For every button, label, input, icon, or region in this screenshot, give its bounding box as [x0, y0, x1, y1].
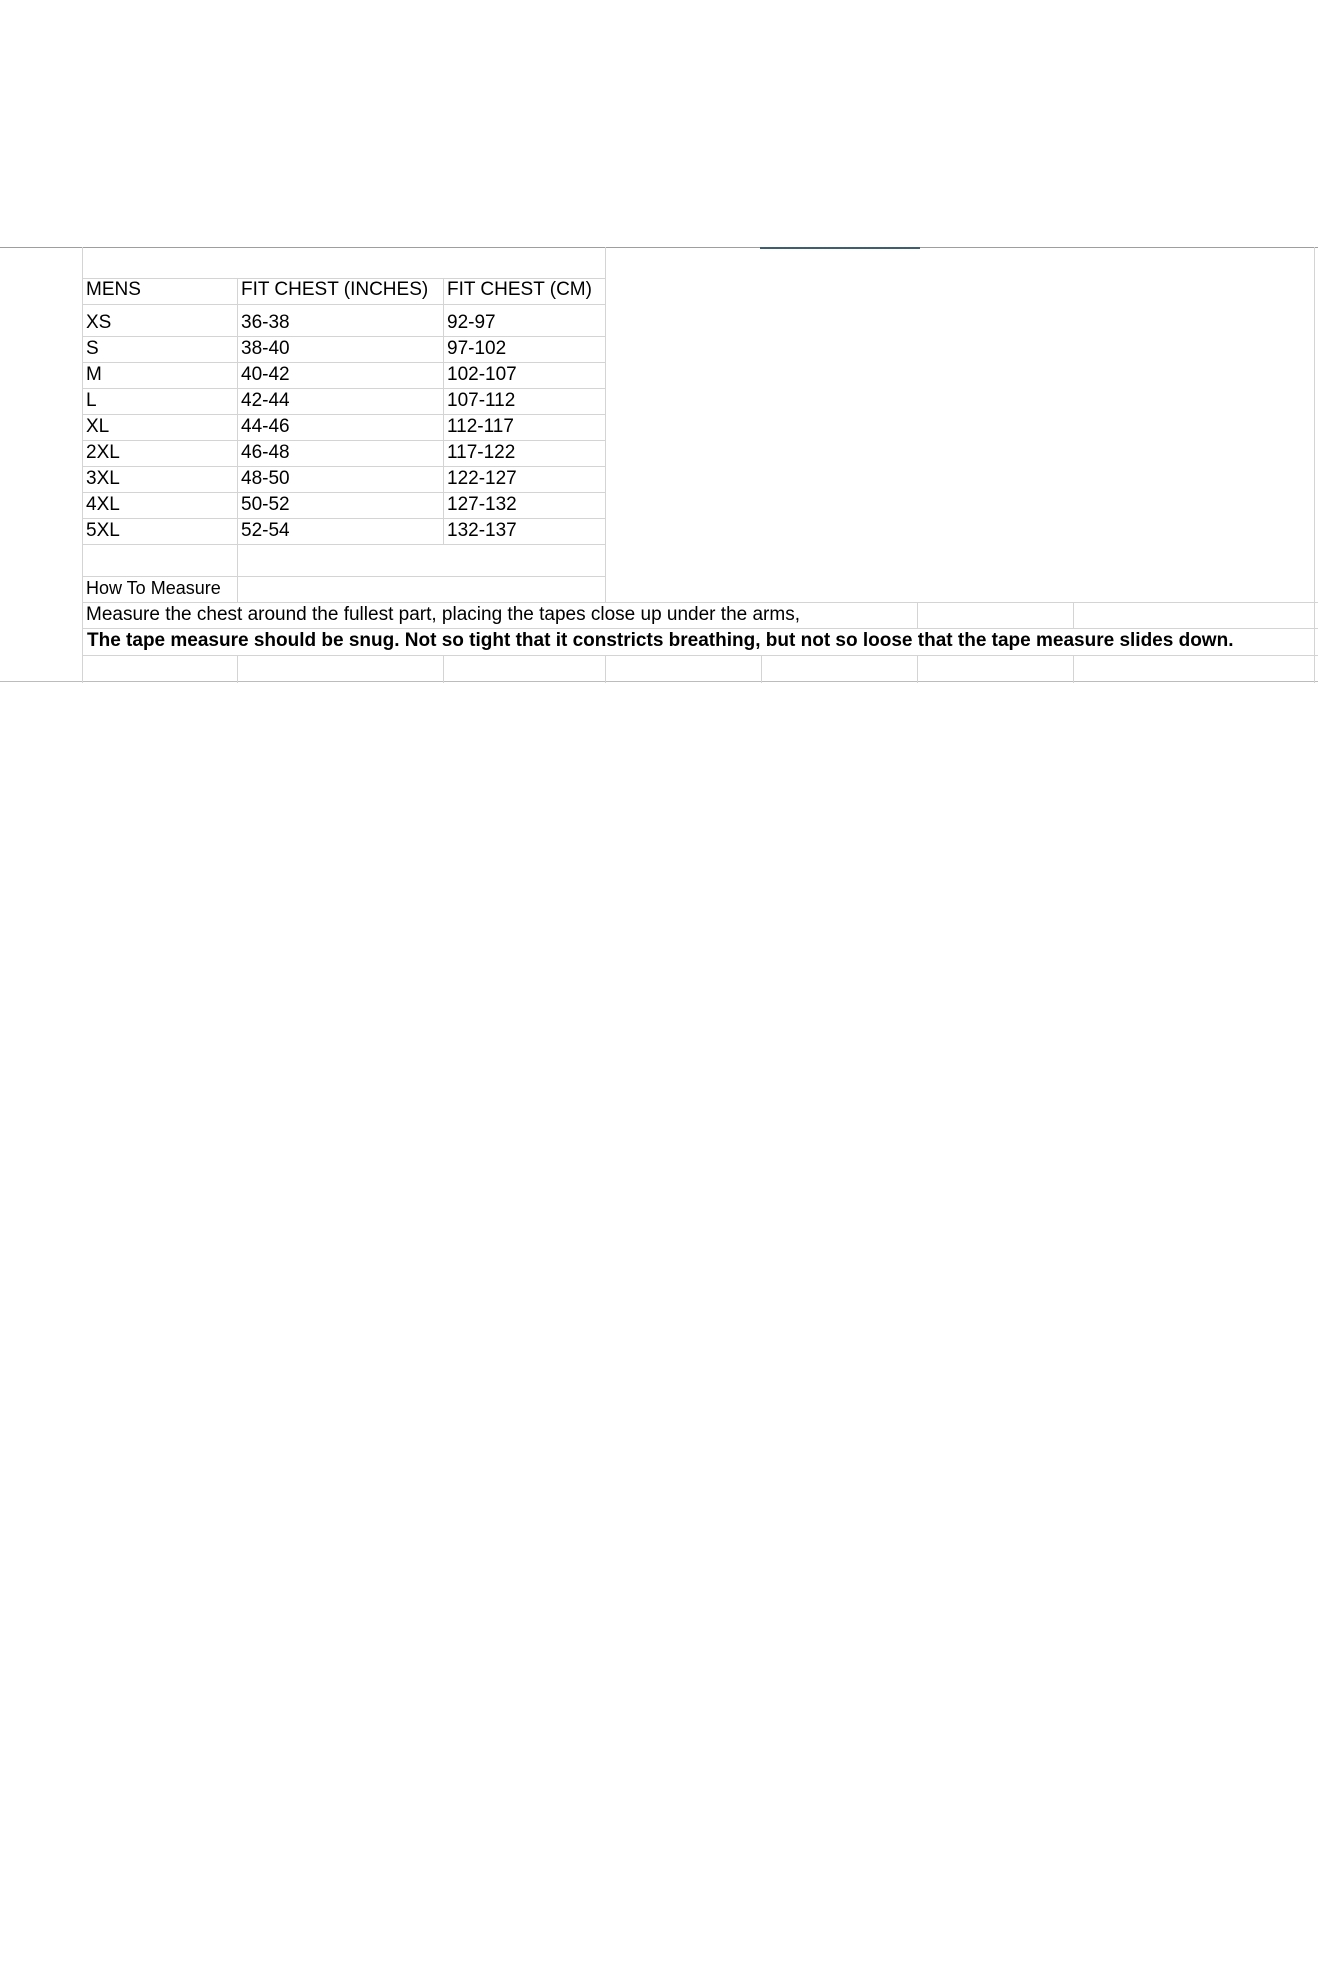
grid-col-line [605, 247, 606, 602]
grid-col-line [917, 655, 918, 683]
cm-cell: 102-107 [447, 364, 517, 385]
grid-row-line [82, 362, 606, 363]
size-cell: 2XL [86, 442, 120, 463]
size-cell: XS [86, 312, 112, 333]
grid-col-line [237, 278, 238, 576]
size-cell: 4XL [86, 494, 120, 515]
grid-row-line [82, 388, 606, 389]
inches-cell: 50-52 [241, 494, 290, 515]
sheet-top-border [0, 247, 1318, 248]
header-fit-chest-inches: FIT CHEST (INCHES) [241, 279, 429, 300]
header-mens: MENS [86, 279, 141, 300]
header-fit-chest-cm: FIT CHEST (CM) [447, 279, 592, 300]
grid-row-line [82, 414, 606, 415]
grid-col-line [761, 655, 762, 683]
cm-cell: 92-97 [447, 312, 496, 333]
inches-cell: 48-50 [241, 468, 290, 489]
grid-col-line [443, 278, 444, 544]
how-to-measure-title: How To Measure [86, 578, 221, 598]
cm-cell: 117-122 [447, 442, 516, 463]
cm-cell: 112-117 [447, 416, 514, 437]
size-cell: XL [86, 416, 110, 437]
measure-instruction-1: Measure the chest around the fullest part, placing the tapes close up under the arms, [86, 604, 800, 625]
inches-cell: 52-54 [241, 520, 290, 541]
inches-cell: 38-40 [241, 338, 290, 359]
grid-row-line [82, 466, 606, 467]
cm-cell: 127-132 [447, 494, 517, 515]
inches-cell: 36-38 [241, 312, 290, 333]
grid-col-line [1073, 602, 1074, 628]
size-cell: 3XL [86, 468, 120, 489]
inches-cell: 42-44 [241, 390, 290, 411]
grid-row-line [82, 492, 606, 493]
size-cell: S [86, 338, 99, 359]
grid-col-line [237, 576, 238, 602]
grid-col-line [237, 655, 238, 683]
grid-row-line [82, 544, 606, 545]
spreadsheet-area [0, 247, 1318, 684]
inches-cell: 46-48 [241, 442, 290, 463]
size-cell: 5XL [86, 520, 120, 541]
grid-col-line [443, 655, 444, 683]
grid-col-line [82, 247, 83, 683]
grid-row-line [0, 681, 1318, 682]
grid-row-line [82, 336, 606, 337]
cm-cell: 122-127 [447, 468, 517, 489]
grid-row-line [82, 304, 606, 305]
grid-col-line [917, 602, 918, 628]
grid-row-line [82, 440, 606, 441]
inches-cell: 44-46 [241, 416, 290, 437]
measure-instruction-2: The tape measure should be snug. Not so tight that it constricts breathing, but not so loose that the tape measure slides down. [87, 630, 1234, 651]
grid-col-line [605, 655, 606, 683]
cm-cell: 107-112 [447, 390, 516, 411]
grid-row-line [82, 655, 1318, 656]
cm-cell: 132-137 [447, 520, 517, 541]
cm-cell: 97-102 [447, 338, 507, 359]
active-cell-indicator [760, 247, 920, 249]
size-cell: L [86, 390, 97, 411]
size-cell: M [86, 364, 102, 385]
grid-col-line [1073, 655, 1074, 683]
inches-cell: 40-42 [241, 364, 290, 385]
grid-col-line [1314, 247, 1315, 683]
grid-row-line [82, 518, 606, 519]
